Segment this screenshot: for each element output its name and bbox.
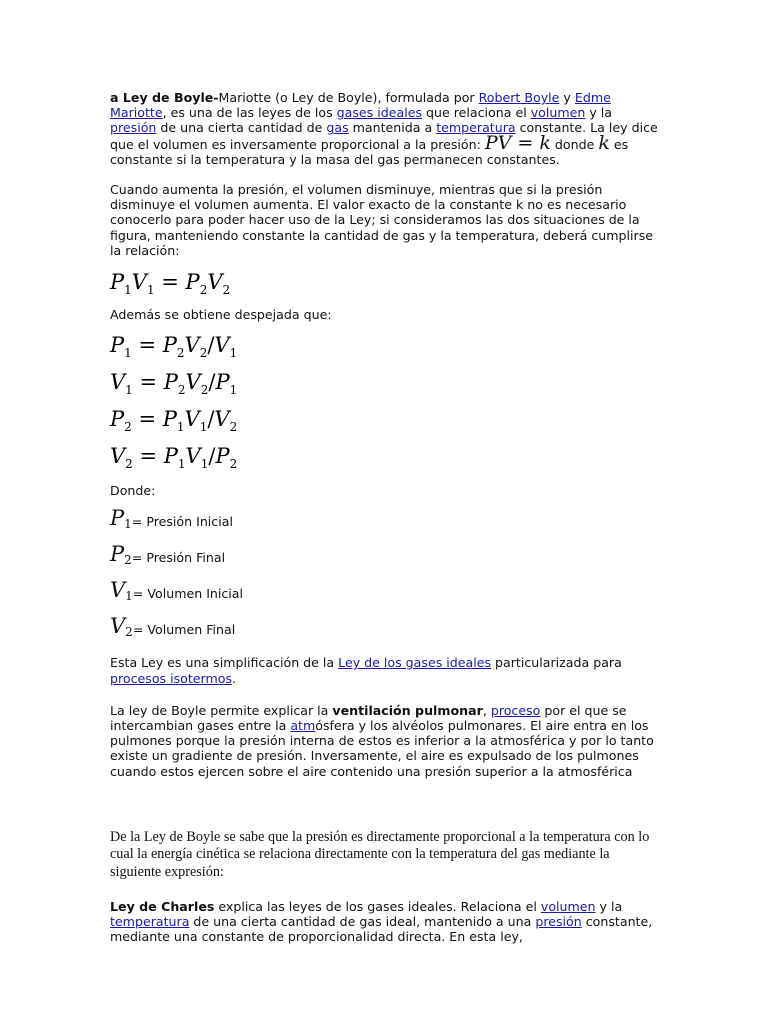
link-proceso[interactable]: proceso: [490, 702, 541, 718]
link-ley-gases-ideales[interactable]: Ley de los gases ideales: [338, 655, 492, 671]
charles-paragraph: Ley de Charles explica las leyes de los gases ideales. Relaciona el volumen y la temperatura de una cierta cantidad de gas ideal, mantenido a una presión constante, mediante una constante de proporcionalidad directa. En esta ley,: [110, 899, 653, 945]
link-presion[interactable]: presión: [110, 120, 157, 136]
link-gases-ideales[interactable]: gases ideales: [336, 105, 423, 121]
link-procesos-isotermos[interactable]: procesos isotermos: [110, 670, 233, 686]
link-atmosfera[interactable]: atm: [290, 718, 316, 734]
simplification-paragraph: Esta Ley es una simplificación de la Ley de los gases ideales particularizada para procesos isotermos.: [110, 655, 622, 686]
formula-pv-k: PV = k: [484, 131, 551, 154]
equation-list: [110, 332, 658, 472]
equation-row: $V_2 = P_1V_1/P_2$: [110, 444, 238, 472]
definitions-list: [110, 506, 658, 638]
document-page: [110, 90, 658, 945]
ventilation-paragraph: La ley de Boyle permite explicar la ventilación pulmonar, proceso por el que se intercambian gases entre la atmósfera y los alvéolos pulmonares. El aire entra en los pulmones porque la presión interna de estos es inferior a la atmosférica y por lo tanto existe un gradiente de presión. Inversamente, el aire es expulsado de los pulmones cuando estos ejercen sobre el aire contenido una presión superior a la atmosférica: [110, 702, 654, 779]
formula-k: k: [598, 131, 610, 154]
link-gas[interactable]: gas: [326, 120, 349, 136]
donde-label: Donde:: [110, 483, 156, 499]
equation-row: $V_1 = P_2V_2/P_1$: [110, 370, 238, 398]
bold-term-ley-de-boyle: a Ley de Boyle-: [110, 90, 219, 105]
bold-term-ventilacion: ventilación pulmonar: [332, 702, 483, 718]
definition-item: $P_1$ = Presión Inicial: [110, 506, 233, 532]
intro-paragraph: a Ley de Boyle-Mariotte (o Ley de Boyle), formulada por Robert Boyle y Edme Mariotte, es una de las leyes de los gases ideales que relaciona el volumen y la presión de una cierta cantidad de gas mantenida a temperatura constante. La ley dice que el volumen es inversamente proporcional a la presión: PV = k donde k es constante si la temperatura y la masa del gas permanecen constantes.: [110, 90, 658, 167]
explanation-paragraph: Cuando aumenta la presión, el volumen disminuye, mientras que si la presión disminuye el volumen aumenta. El valor exacto de la constante k no es necesario conocerlo para poder hacer uso de la Ley; si consideramos las dos situaciones de la figura, manteniendo constante la cantidad de gas y la temperatura, deberá cumplirse la relación:: [110, 182, 654, 258]
definition-item: $V_1$ = Volumen Inicial: [110, 578, 244, 604]
link-volumen[interactable]: volumen: [530, 105, 586, 121]
link-robert-boyle[interactable]: Robert Boyle: [478, 90, 560, 105]
link-edme-mariotte[interactable]: Edme Mariotte: [110, 90, 611, 121]
kinetic-energy-paragraph: De la Ley de Boyle se sabe que la presión es directamente proporcional a la temperatura con lo cual la energía cinética se relaciona directamente con la temperatura del gas mediante la siguiente expresión:: [110, 828, 650, 880]
equation-row: $P_2 = P_1V_1/V_2$: [110, 407, 238, 435]
link-presion-charles[interactable]: presión: [535, 914, 582, 930]
bold-term-ley-de-charles: Ley de Charles: [110, 899, 215, 915]
link-volumen-charles[interactable]: volumen: [540, 899, 596, 915]
definition-item: $P_2$ = Presión Final: [110, 542, 226, 568]
definition-item: $V_2$ = Volumen Final: [110, 614, 236, 640]
equation-main: $P_1V_1 = P_2V_2$: [110, 270, 231, 298]
link-temperatura[interactable]: temperatura: [436, 120, 516, 136]
equation-row: $P_1 = P_2V_2/V_1$: [110, 333, 238, 361]
link-temperatura-charles[interactable]: temperatura: [110, 914, 190, 930]
despejada-paragraph: Además se obtiene despejada que:: [110, 307, 332, 323]
